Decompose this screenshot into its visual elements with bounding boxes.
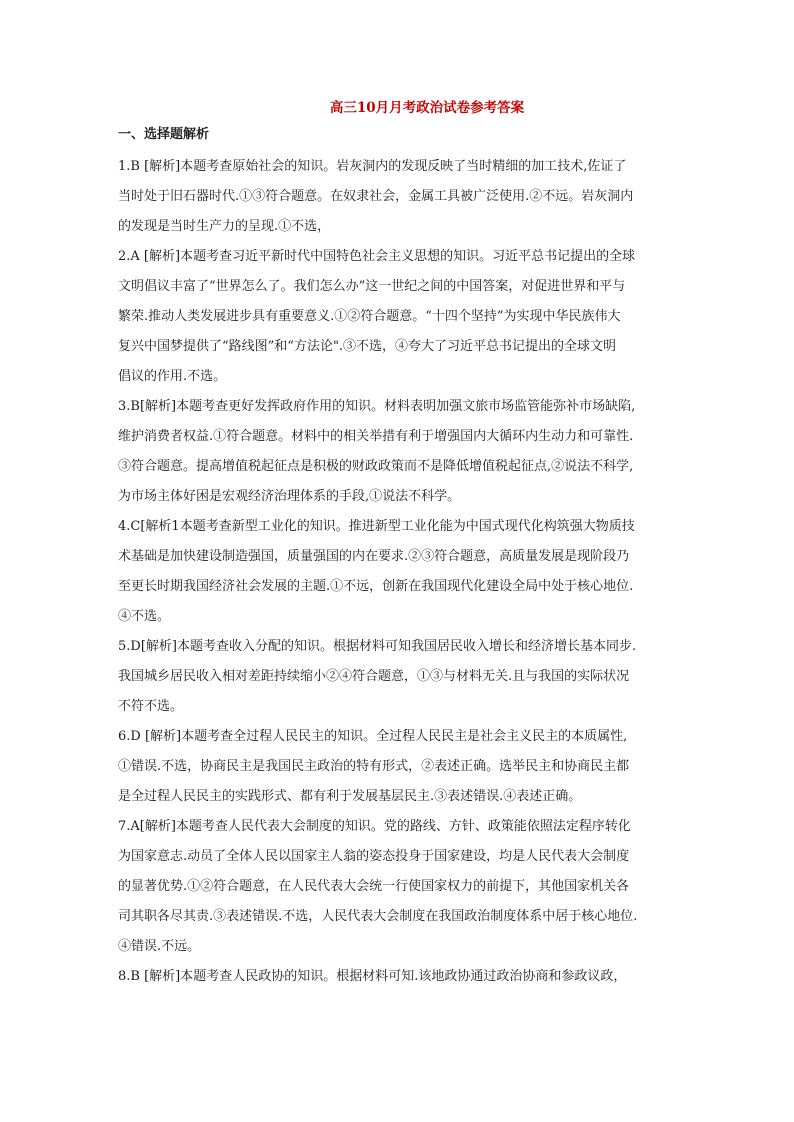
answer-line: ④错误.不远。 bbox=[118, 939, 201, 954]
answer-line: 的发现是当时生产力的呈现.①不选， bbox=[118, 219, 331, 234]
answer-line: 我国城乡居民收入相对差距持续缩小②④符合题意，①③与材料无关.且与我国的实际状况 bbox=[118, 669, 630, 684]
answer-line: 2.A [解析]本题考查习近平新时代中国特色社会主义思想的知识。习近平总书记提出的全球 bbox=[118, 249, 636, 264]
answer-line: 倡议的作用.不选。 bbox=[118, 369, 227, 384]
answer-line: 8.B [解析]本题考查人民政协的知识。根据材料可知.该地政协通过政治协商和参政议政， bbox=[118, 969, 627, 984]
answer-paragraph bbox=[118, 722, 706, 812]
section-heading: 一、选择题解析 bbox=[118, 127, 210, 142]
answer-line: ①错误.不选，协商民主是我国民主政治的特有形式，②表述正确。选举民主和协商民主都 bbox=[118, 759, 630, 774]
answer-line: 不符不选。 bbox=[118, 699, 184, 714]
answer-paragraph bbox=[118, 512, 706, 632]
answer-line: 6.D [解析]本题考查全过程人民民主的知识。全过程人民民主是社会主义民主的本质属性, bbox=[118, 729, 628, 744]
answer-line: 维护消费者权益.①符合题意。材料中的相关举措有利于增强国内大循环内生动力和可靠性. bbox=[118, 429, 634, 444]
answer-line: 繁荣.推动人类发展进步具有重要意义.①②符合题意。“十四个坚持”为实现中华民族伟大 bbox=[118, 309, 621, 324]
answer-line: 为国家意志.动员了全体人民以国家主人翁的姿态投身于国家建设，均是人民代表大会制度 bbox=[118, 849, 630, 864]
answer-paragraph bbox=[118, 812, 706, 962]
answer-paragraph bbox=[118, 242, 706, 392]
answer-line: 复兴中国梦提供了“路线图”和“方法论".③不选，④夸大了习近平总书记提出的全球文明 bbox=[118, 339, 617, 354]
answer-line: 当时处于旧石器时代.①③符合题意。在奴隶社会，金属工具被广泛使用.②不远。岩灰洞内 bbox=[118, 189, 634, 204]
answer-line: 7.A[解析]本题考查人民代表大会制度的知识。党的路线、方针、政策能依照法定程序转化 bbox=[118, 819, 631, 834]
document-title: 高三10月月考政治试卷参考答案 bbox=[329, 100, 525, 116]
answer-line: 术基础是加快建设制造强国，质量强国的内在要求.②③符合题意，高质量发展是现阶段乃 bbox=[118, 549, 630, 564]
answer-line: 至更长时期我国经济社会发展的主题.①不远，创新在我国现代化建设全局中处于核心地位. bbox=[118, 579, 634, 594]
answer-paragraph bbox=[118, 392, 706, 512]
answer-line: 是全过程人民民主的实践形式、都有利于发展基层民主.③表述错误.④表述正确。 bbox=[118, 789, 582, 804]
answer-line: 1.B [解析]本题考查原始社会的知识。岩灰洞内的发现反映了当时精细的加工技术,佐证了 bbox=[118, 159, 627, 174]
answer-line: 司其职各尽其责.③表述错误.不选，人民代表大会制度在我国政治制度体系中居于核心地位. bbox=[118, 909, 638, 924]
answer-paragraph bbox=[118, 152, 706, 242]
answer-list bbox=[118, 152, 706, 992]
answer-line: ④不选。 bbox=[118, 609, 171, 624]
answer-line: 5.D[解析]本题考查收入分配的知识。根据材料可知我国居民收入增长和经济增长基本同步. bbox=[118, 639, 637, 654]
answer-line: 的显著优势.①②符合题意，在人民代表大会统一行使国家权力的前提下，其他国家机关各 bbox=[118, 879, 630, 894]
answer-line: 3.B[解析]本题考查更好发挥政府作用的知识。材料表明加强文旅市场监管能弥补市场缺陷, bbox=[118, 399, 636, 414]
answer-line: ③符合题意。提高增值税起征点是积极的财政政策而不是降低增值税起征点,②说法不科学, bbox=[118, 459, 634, 474]
answer-line: 4.C[解析1本题考查新型工业化的知识。推进新型工业化能为中国式现代化构筑强大物质技 bbox=[118, 519, 635, 534]
answer-paragraph bbox=[118, 632, 706, 722]
answer-paragraph bbox=[118, 962, 706, 992]
answer-line: 为市场主体好困是宏观经济治理体系的手段,①说法不科学。 bbox=[118, 489, 461, 504]
answer-line: 文明倡议丰富了“世界怎么了。我们怎么办”这一世纪之间的中国答案，对促进世界和平与 bbox=[118, 279, 626, 294]
